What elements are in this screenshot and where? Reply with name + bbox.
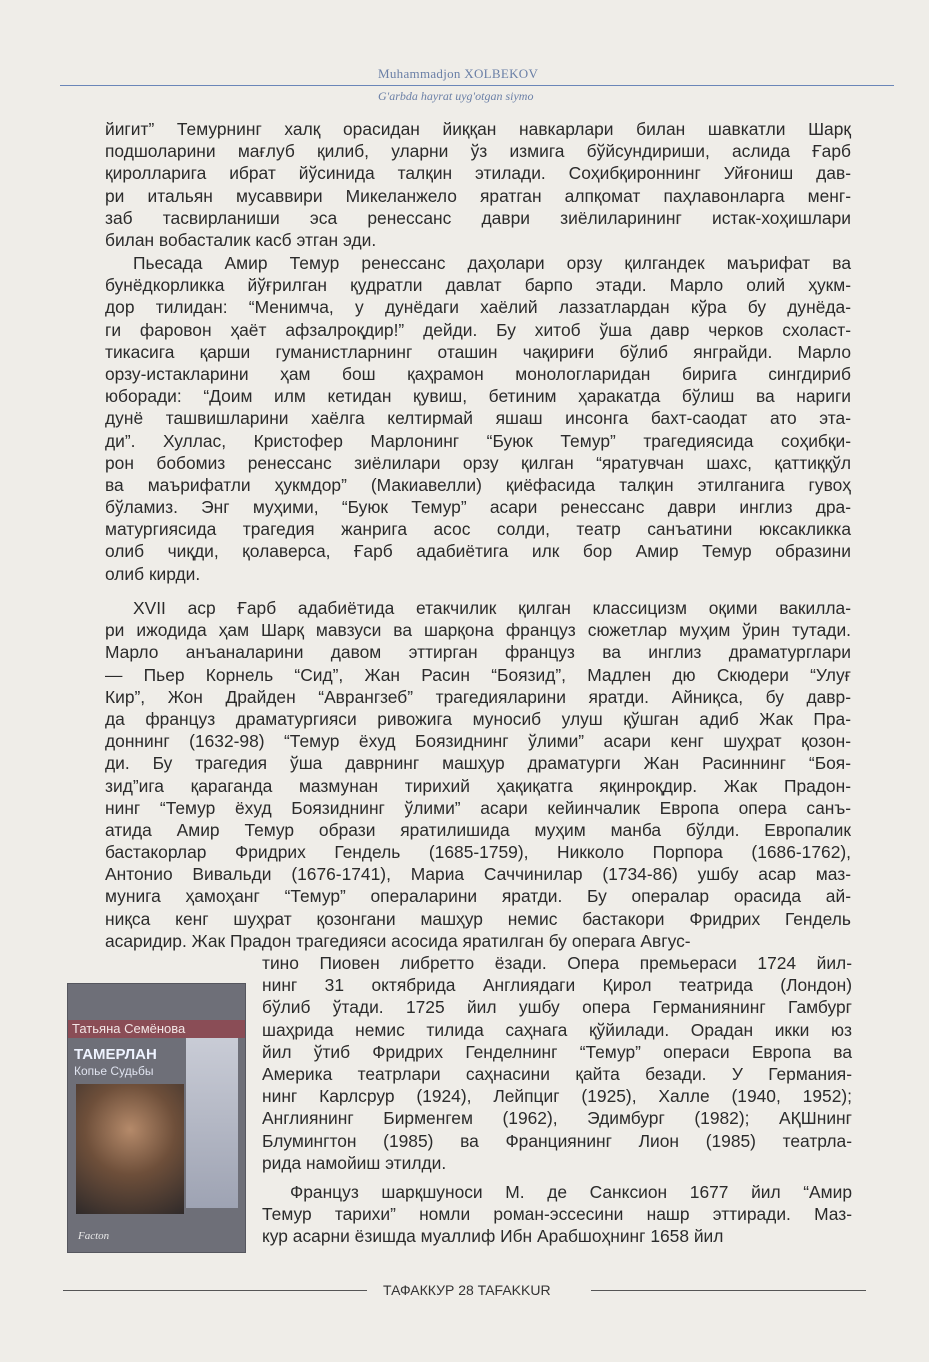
text-line: Марло анъаналарини давом эттирган француз ва инглиз драматурглари — [105, 642, 851, 663]
text-line: олиб чиқди, қолаверса, Ғарб адабиётига илк бор Амир Темур образини — [105, 541, 851, 562]
text-line: тикасига қарши гуманистларнинг оташин чақириғи бўлиб янграйди. Марло — [105, 341, 851, 362]
book-author: Татьяна Семёнова — [72, 1021, 186, 1036]
text-line: рон бобомиз ренессанс зиёлилари орзу қилган “яратувчан шахс, қаттиққўл — [105, 452, 851, 473]
text-line: билан вобасталик касб этган эди. — [105, 229, 377, 250]
text-line: ди”. Хуллас, Кристофер Марлонинг “Буюк Темур” трагедиясида соҳибқи- — [105, 430, 851, 451]
header-author: Muhammadjon XOLBEKOV — [378, 66, 539, 81]
paragraph-3-continued — [262, 952, 852, 1174]
text-line: подшоларини мағлуб қилиб, уларни ўз измига бўйсундириши, аслида Ғарб — [105, 141, 851, 162]
text-line: Пьесада Амир Темур ренессанс даҳолари орзу қилгандек маърифат ва — [133, 253, 851, 273]
paragraph-1 — [105, 118, 851, 251]
text-line: ри ижодида ҳам Шарқ мавзуси ва шарқона француз сюжетлар муҳим ўрин тутади. — [105, 620, 851, 641]
text-line: Кир”, Жон Драйден “Аврангзеб” трагедияларини яратди. Айниқса, бу давр- — [105, 686, 851, 707]
text-line: йил ўтиб Фридрих Генделнинг “Темур” операси Европа ва — [262, 1041, 852, 1062]
text-line: ри итальян мусаввири Микеланжело яратган алпқомат паҳлавонларга менг- — [105, 185, 851, 206]
text-line: бўлиб ўтади. 1725 йил ушбу опера Германиянинг Гамбург — [262, 997, 852, 1018]
text-line: бунёдкорликка йўғрилган қудратли давлат барпо этади. Марло олий ҳукм- — [105, 275, 851, 296]
book-side-panel — [186, 1038, 238, 1208]
text-line: юборади: “Доим илм кетидан қувиш, бетиним ҳаракатда бўлиш ва нариги — [105, 386, 851, 407]
text-line: атида Амир Темур образи яратилишида муҳим манба бўлди. Европалик — [105, 819, 851, 840]
header-subtitle: G'arbda hayrat uyg'otgan siymo — [378, 89, 534, 103]
text-line: Француз шарқшуноси М. де Санксион 1677 йил “Амир — [290, 1182, 852, 1202]
text-line: кур асарни ёзишда муаллиф Ибн Арабшоҳнинг 1658 йил — [262, 1226, 724, 1247]
text-line: Антонио Вивальди (1676-1741), Мариа Саччинилар (1734-86) ушбу асар маз- — [105, 864, 851, 885]
book-portrait — [76, 1084, 184, 1214]
text-line: рида намойиш этилди. — [262, 1152, 447, 1173]
text-line: мунига ҳамоҳанг “Темур” операларини яратди. Бу опералар орасида ай- — [105, 886, 851, 907]
text-line: орзу-истакларини ҳам бош қаҳрамон монологларидан бирига сингдириб — [105, 363, 851, 384]
text-line: дунё ташвишларини хаёлга келтирмай яшаш инсонга бахт-саодат ато эта- — [105, 408, 851, 429]
text-line: доннинг (1632-98) “Темур ёхуд Боязиднинг ўлими” асари кенг шуҳрат қозон- — [105, 731, 851, 752]
text-line: нинг Карлсрур (1924), Лейпциг (1925), Халле (1940, 1952); — [262, 1086, 852, 1107]
book-publisher: Facton — [78, 1230, 110, 1242]
paragraph-3 — [105, 597, 851, 952]
text-line: шаҳрида немис тилида саҳнага қўйилади. Орадан икки юз — [262, 1019, 852, 1040]
book-cover-image — [67, 983, 246, 1253]
text-line: ги фаровон ҳаёт афзалроқдир!” дейди. Бу хитоб ўша давр черков схоласт- — [105, 319, 851, 340]
text-line: тино Пиовен либретто ёзади. Опера премьераси 1724 йил- — [262, 953, 852, 973]
paragraph-2 — [105, 252, 851, 585]
text-line: йигит” Темурнинг халқ орасидан йиққан навкарлари билан шавкатли Шарқ — [105, 119, 851, 139]
text-line: нинг “Темур ёхуд Боязиднинг ўлими” асари кейинчалик Европа опера санъ- — [105, 797, 851, 818]
text-line: да француз драматургияси ривожига муносиб улуш қўшган адиб Жак Пра- — [105, 708, 851, 729]
text-line: ди. Бу трагедия ўша даврнинг машҳур драматурги Жан Расиннинг “Боя- — [105, 753, 851, 774]
text-line: Америка театрлари саҳнасини қайта безади. У Германия- — [262, 1063, 852, 1084]
text-line: ниқса кенг шуҳрат қозонгани машҳур немис бастакори Фридрих Гендель — [105, 908, 851, 929]
text-line: XVII аср Ғарб адабиётида етакчилик қилган классицизм оқими вакилла- — [133, 598, 851, 618]
footer-rule-left — [63, 1290, 367, 1291]
book-title: ТАМЕРЛАН — [74, 1046, 157, 1063]
text-line: асаридир. Жак Прадон трагедияси асосида яратилган бу операга Авгус- — [105, 930, 691, 951]
text-line: дор тилидан: “Менимча, у дунёдаги хаёлий лаззатлардан кўра бу дунёда- — [105, 297, 851, 318]
text-line: Англиянинг Бирменгем (1962), Эдимбург (1982); АҚШнинг — [262, 1108, 852, 1129]
footer-rule-right — [591, 1290, 866, 1291]
footer-page-label: ТАФАККУР 28 TAFAKKUR — [383, 1282, 551, 1298]
text-line: нинг 31 октябрида Англиядаги Қирол театрида (Лондон) — [262, 975, 852, 996]
text-line: Темур тарихи” номли роман-эссесини нашр эттиради. Маз- — [262, 1204, 852, 1225]
text-line: бўламиз. Энг муҳими, “Буюк Темур” асари ренессанс даври инглиз дра- — [105, 497, 851, 518]
text-line: бастакорлар Фридрих Гендель (1685-1759), Никколо Порпора (1686-1762), — [105, 842, 851, 863]
text-line: олиб кирди. — [105, 563, 201, 584]
text-line: заб тасвирланиши эса ренессанс даври зиёлиларининг истак-хоҳишлари — [105, 207, 851, 228]
text-line: Блумингтон (1985) ва Франциянинг Лион (1985) театрла- — [262, 1130, 852, 1151]
text-line: — Пьер Корнель “Сид”, Жан Расин “Боязид”, Мадлен дю Скюдери “Улуғ — [105, 664, 851, 685]
header-rule — [60, 85, 894, 86]
paragraph-4 — [262, 1181, 852, 1248]
book-subtitle: Копье Судьбы — [74, 1064, 154, 1078]
text-line: қиролларига ибрат йўсинида талқин этилади. Соҳибқироннинг Уйғониш дав- — [105, 163, 851, 184]
text-line: матургиясида трагедия жанрига асос солди, театр санъатини юксакликка — [105, 519, 851, 540]
text-line: зид”ига қараганда мазмунан тирихий ҳақиқатга яқинроқдир. Жак Прадон- — [105, 775, 851, 796]
text-line: ва маърифатли ҳукмдор” (Макиавелли) қиёфасида талқин этилганига гувоҳ — [105, 474, 851, 495]
